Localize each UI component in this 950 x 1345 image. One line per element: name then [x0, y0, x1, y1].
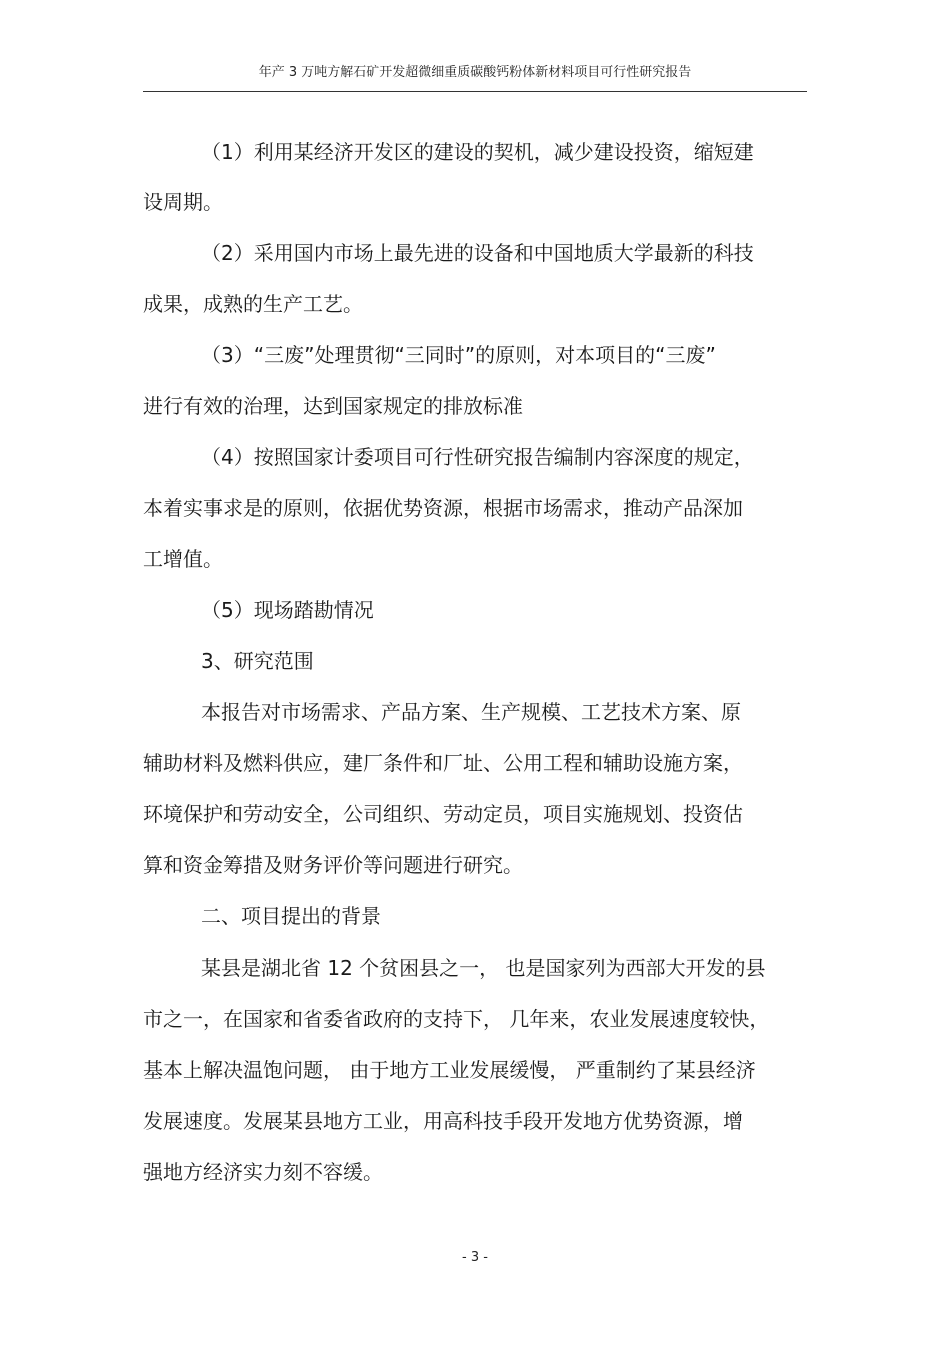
- paragraph-line: 本报告对市场需求、产品方案、生产规模、工艺技术方案、原: [201, 700, 741, 724]
- paragraph-line: 算和资金筹措及财务评价等问题进行研究。: [143, 853, 523, 877]
- paragraph-line: （3）“三废”处理贯彻“三同时”的原则，对本项目的“三废”: [201, 343, 716, 367]
- paragraph-line: 发展速度。发展某县地方工业，用高科技手段开发地方优势资源，增: [143, 1109, 743, 1133]
- paragraph-line: 辅助材料及燃料供应，建厂条件和厂址、公用工程和辅助设施方案，: [143, 751, 743, 775]
- paragraph-line: 本着实事求是的原则，依据优势资源，根据市场需求，推动产品深加: [143, 496, 743, 520]
- paragraph-line: 某县是湖北省 12 个贫困县之一， 也是国家列为西部大开发的县: [201, 956, 766, 980]
- page-number: - 3 -: [462, 1250, 488, 1265]
- paragraph-line: 成果，成熟的生产工艺。: [143, 292, 363, 316]
- paragraph-line: 市之一，在国家和省委省政府的支持下， 几年来，农业发展速度较快，: [143, 1007, 770, 1031]
- header-rule: [143, 91, 807, 92]
- section-heading: 3、研究范围: [201, 649, 314, 673]
- running-header: 年产 3 万吨方解石矿开发超微细重质碳酸钙粉体新材料项目可行性研究报告: [258, 65, 692, 80]
- paragraph-line: （5）现场踏勘情况: [201, 598, 374, 622]
- paragraph-line: 进行有效的治理，达到国家规定的排放标准: [143, 394, 523, 418]
- paragraph-line: 工增值。: [143, 547, 223, 571]
- paragraph-line: 基本上解决温饱问题， 由于地方工业发展缓慢， 严重制约了某县经济: [143, 1058, 756, 1082]
- paragraph-line: （2）采用国内市场上最先进的设备和中国地质大学最新的科技: [201, 241, 754, 265]
- paragraph-line: （4）按照国家计委项目可行性研究报告编制内容深度的规定，: [201, 445, 754, 469]
- paragraph-line: 强地方经济实力刻不容缓。: [143, 1160, 383, 1184]
- section-heading: 二、项目提出的背景: [201, 904, 381, 928]
- paragraph-line: 环境保护和劳动安全，公司组织、劳动定员，项目实施规划、投资估: [143, 802, 743, 826]
- paragraph-line: （1）利用某经济开发区的建设的契机，减少建设投资，缩短建: [201, 140, 754, 164]
- paragraph-line: 设周期。: [143, 190, 223, 214]
